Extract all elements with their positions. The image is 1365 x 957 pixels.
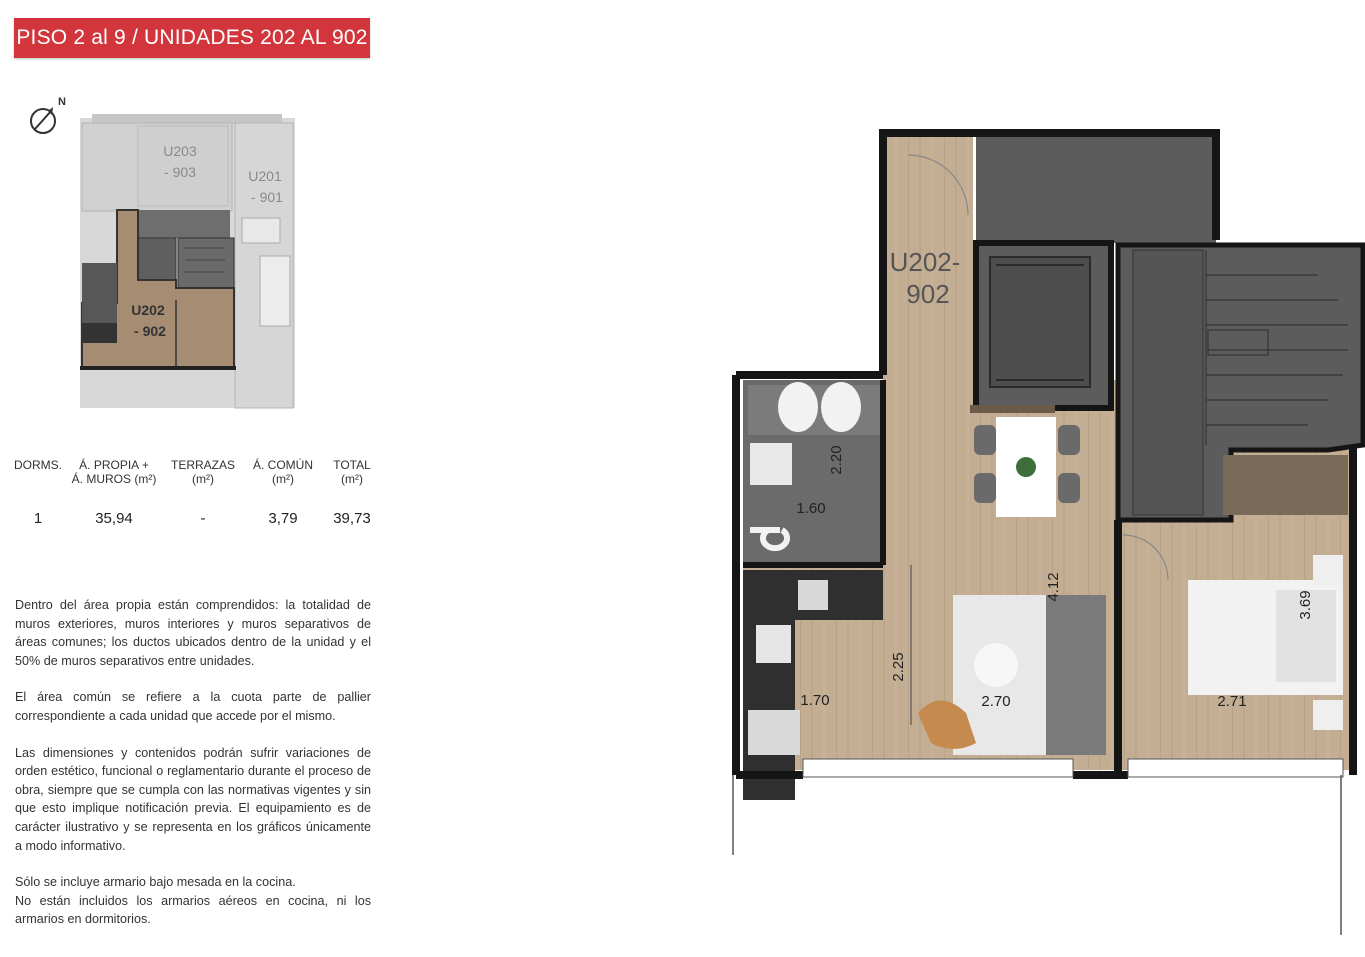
notes (15, 596, 371, 947)
coffee-table-icon (974, 643, 1018, 687)
dimension-bath-width: 1.60 (796, 500, 826, 517)
keyplan-unit-202-line2: - 902 (134, 323, 166, 339)
unit-label-line2: 902 (906, 279, 950, 309)
header-dorms: DORMS. (14, 458, 62, 472)
cell-dorms: 1 (33, 510, 43, 527)
compass-north-label: N (58, 96, 66, 108)
dimension-bath-height: 2.20 (828, 445, 845, 475)
keyplan-unit-203-line2: - 903 (164, 164, 196, 180)
toilet-icon (778, 382, 818, 432)
fridge-icon (748, 710, 800, 755)
keyplan-unit-201-line2: - 901 (251, 189, 283, 205)
page-title: PISO 2 al 9 / UNIDADES 202 AL 902 (16, 26, 368, 49)
compass-icon (31, 107, 55, 133)
dimension-kitchen-width: 1.70 (800, 692, 830, 709)
dimension-kitchen-height: 2.25 (890, 652, 907, 682)
header-area-propia: Á. PROPIA + Á. MUROS (m²) (71, 458, 157, 486)
cell-terrazas: - (200, 510, 206, 527)
areas-table-row (14, 510, 374, 540)
header-terrazas: TERRAZAS (m²) (170, 458, 235, 486)
keyplan-unit-202-line1: U202 (131, 302, 165, 318)
plant-icon (1016, 457, 1036, 477)
page-title-banner (14, 18, 370, 58)
floor-plan (728, 125, 1365, 945)
header-area-comun: Á. COMÚN (m²) (253, 458, 313, 486)
sink-icon (798, 580, 828, 610)
header-total: TOTAL (m²) (333, 458, 371, 486)
dimension-bedroom-height: 3.69 (1297, 590, 1314, 620)
bathroom (743, 380, 883, 565)
sofa-icon (1046, 595, 1106, 755)
window-bedroom (1128, 759, 1343, 777)
keyplan-unit-203-line1: U203 (163, 143, 197, 159)
dimension-living-width: 2.70 (981, 693, 1011, 710)
key-plan (20, 88, 310, 418)
areas-table (14, 458, 374, 540)
cell-area-propia: 35,94 (95, 510, 133, 527)
note-paragraph: Sólo se incluye armario bajo mesada en la cocina. No están incluidos los armarios aéreos en cocina, ni los armarios en dormitorios. (15, 875, 371, 927)
note-paragraph: Dentro del área propia están comprendidos: la totalidad de muros exteriores, muros interiores y muros separativos de áreas comunes; los ductos ubicados dentro de la unidad y el 50% de muros separativos entre unidades. (15, 598, 371, 668)
cooktop-icon (756, 625, 791, 663)
unit-label-line1: U202- (889, 247, 961, 277)
dimension-bedroom-width: 2.71 (1217, 693, 1247, 710)
bidet-icon (821, 382, 861, 432)
basin-icon (750, 443, 792, 485)
core-area (138, 210, 230, 238)
dimension-living-height: 4.12 (1045, 572, 1062, 602)
cell-area-comun: 3,79 (268, 510, 298, 527)
cell-total: 39,73 (333, 510, 371, 527)
note-paragraph: Las dimensiones y contenidos podrán sufrir variaciones de orden estético, funcional o reglamentario durante el proceso de obra, siempre que se cumpla con las normativas vigentes y sin que esto implique notificación previa. El equipamiento es de carácter ilustrativo y se representa en los gráficos únicamente a modo informativo. (15, 745, 371, 853)
note-paragraph: El área común se refiere a la cuota parte de pallier correspondiente a cada unidad que accede por el mismo. (15, 690, 371, 723)
areas-table-header (14, 458, 374, 502)
window-living (803, 759, 1073, 777)
keyplan-unit-201-line1: U201 (248, 168, 282, 184)
